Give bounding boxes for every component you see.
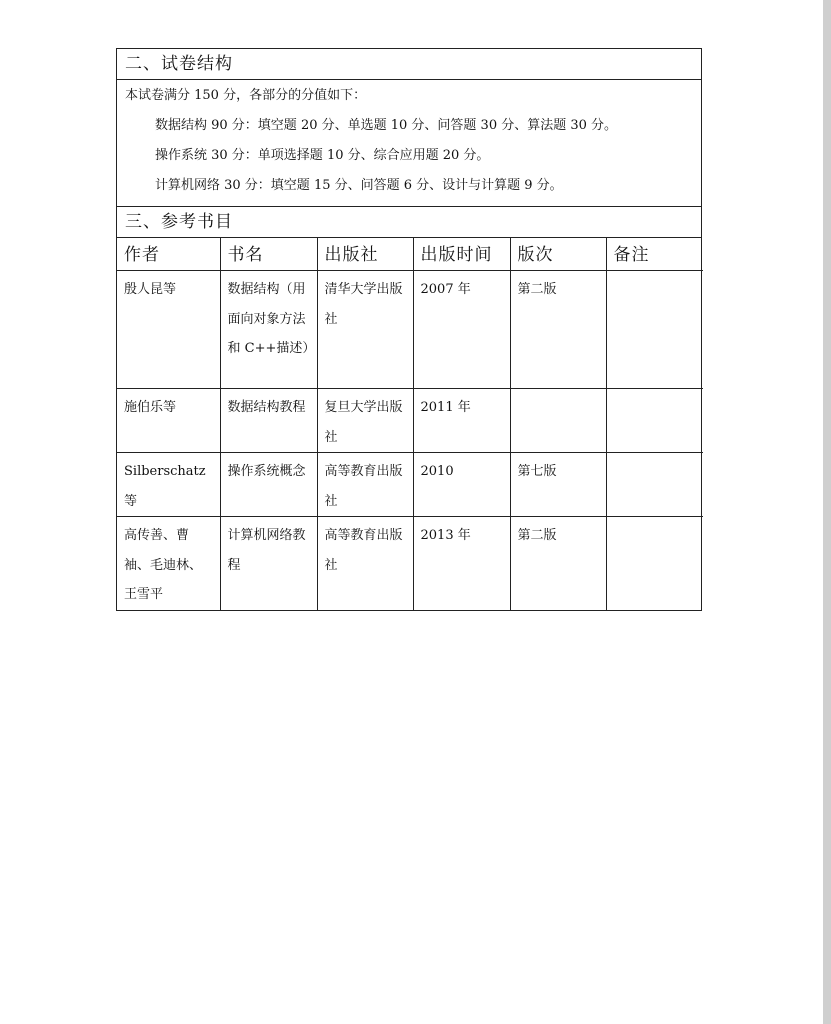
column-header-year: 出版时间 (413, 238, 510, 271)
table-row (117, 453, 703, 517)
exam-syllabus-table (116, 48, 702, 611)
section-heading-exam-structure: 二、试卷结构 (117, 49, 701, 80)
cell-notes (606, 389, 703, 453)
reference-books-table (117, 238, 703, 610)
score-line-operating-systems: 操作系统 30 分：单项选择题 10 分、综合应用题 20 分。 (155, 148, 490, 163)
cell-author: 殷人昆等 (117, 271, 220, 389)
cell-author: 施伯乐等 (117, 389, 220, 453)
cell-edition (510, 389, 606, 453)
cell-author: Silberschatz 等 (117, 453, 220, 517)
cell-publisher: 复旦大学出版社 (317, 389, 413, 453)
cell-title: 操作系统概念 (220, 453, 317, 517)
cell-year: 2007 年 (413, 271, 510, 389)
exam-structure-body (117, 80, 701, 206)
column-header-publisher: 出版社 (317, 238, 413, 271)
table-row (117, 517, 703, 610)
cell-title: 数据结构（用面向对象方法和 C++描述） (220, 271, 317, 389)
total-score-line: 本试卷满分 150 分，各部分的分值如下： (125, 88, 367, 103)
viewer-scroll-edge (823, 0, 831, 1024)
column-header-title: 书名 (220, 238, 317, 271)
cell-publisher: 高等教育出版社 (317, 517, 413, 610)
table-row (117, 389, 703, 453)
cell-edition: 第七版 (510, 453, 606, 517)
cell-year: 2011 年 (413, 389, 510, 453)
column-header-edition: 版次 (510, 238, 606, 271)
cell-notes (606, 517, 703, 610)
cell-notes (606, 453, 703, 517)
cell-author: 高传善、曹袖、毛迪林、王雪平 (117, 517, 220, 610)
cell-publisher: 高等教育出版社 (317, 453, 413, 517)
cell-edition: 第二版 (510, 271, 606, 389)
cell-year: 2013 年 (413, 517, 510, 610)
cell-title: 数据结构教程 (220, 389, 317, 453)
cell-title: 计算机网络教程 (220, 517, 317, 610)
cell-edition: 第二版 (510, 517, 606, 610)
score-line-computer-networks: 计算机网络 30 分：填空题 15 分、问答题 6 分、设计与计算题 9 分。 (155, 178, 563, 193)
table-row (117, 271, 703, 389)
cell-notes (606, 271, 703, 389)
cell-publisher: 清华大学出版社 (317, 271, 413, 389)
table-header-row (117, 238, 703, 271)
column-header-author: 作者 (117, 238, 220, 271)
column-header-notes: 备注 (606, 238, 703, 271)
score-line-data-structures: 数据结构 90 分：填空题 20 分、单选题 10 分、问答题 30 分、算法题 30 分。 (155, 118, 618, 133)
cell-year: 2010 (413, 453, 510, 517)
section-heading-references: 三、参考书目 (117, 206, 701, 238)
